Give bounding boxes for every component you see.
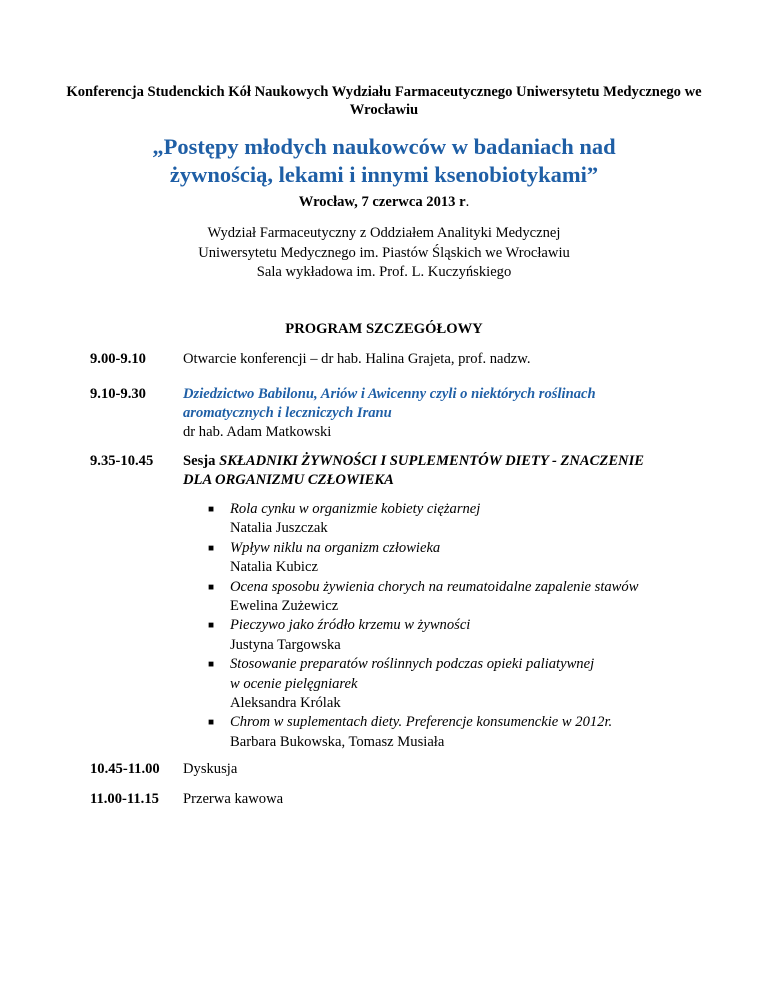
session-prefix: Sesja [183, 453, 220, 469]
title-line-2: żywnością, lekami i innymi ksenobiotykami” [169, 162, 599, 187]
talk-authors: Barbara Bukowska, Tomasz Musiała [230, 733, 445, 750]
list-item [208, 539, 688, 578]
conference-date [60, 193, 708, 211]
list-item [208, 655, 688, 713]
session-talk-list [208, 500, 688, 752]
program-heading: PROGRAM SZCZEGÓŁOWY [285, 321, 483, 337]
list-item [208, 578, 688, 617]
session-title-line-1: SKŁADNIKI ŻYWNOŚCI I SUPLEMENTÓW DIETY - ZNACZENIE [219, 453, 645, 469]
talk-authors: Natalia Kubicz [230, 559, 318, 576]
talk-title: Ocena sposobu żywienia chorych na reumatoidalne zapalenie stawów [230, 578, 639, 595]
lecture-title-line-1: Dziedzictwo Babilonu, Ariów i Awicenny czyli o niektórych roślinach [183, 386, 596, 402]
date-suffix: . [465, 194, 470, 210]
bullet-square-icon: ■ [208, 620, 215, 632]
conference-title [60, 133, 708, 189]
list-item [208, 713, 688, 752]
talk-title: Rola cynku w organizmie kobiety ciężarnej [230, 501, 481, 517]
talk-title-continued: w ocenie pielęgniarek [230, 675, 358, 692]
row-text: Otwarcie konferencji – dr hab. Halina Grajeta, prof. nadzw. [183, 351, 531, 367]
row-text: Dyskusja [183, 761, 238, 777]
list-item [208, 616, 688, 655]
row-time: 10.45-11.00 [90, 761, 160, 777]
talk-authors: Justyna Targowska [230, 636, 341, 653]
row-text: Przerwa kawowa [183, 791, 284, 807]
row-time: 9.10-9.30 [90, 386, 146, 402]
talk-title: Wpływ niklu na organizm człowieka [230, 539, 441, 556]
date-text: Wrocław, 7 czerwca 2013 r [298, 194, 466, 210]
venue-block [60, 224, 708, 283]
session-title-line-2: DLA ORGANIZMU CZŁOWIEKA [183, 472, 394, 488]
bullet-square-icon: ■ [208, 542, 215, 554]
lecture-content [183, 385, 703, 442]
organization-heading: Konferencja Studenckich Kół Naukowych Wydziału Farmaceutycznego Uniwersytetu Medycznego we Wrocławiu [66, 84, 702, 118]
row-time: 9.00-9.10 [90, 351, 146, 367]
title-line-1: „Postępy młodych naukowców w badaniach nad [152, 134, 616, 159]
session-content [183, 452, 703, 490]
bullet-square-icon: ■ [208, 659, 215, 671]
venue-line: Uniwersytetu Medycznego im. Piastów Śląskich we Wrocławiu [198, 244, 570, 261]
talk-title: Chrom w suplementach diety. Preferencje konsumenckie w 2012r. [230, 714, 613, 731]
talk-title: Stosowanie preparatów roślinnych podczas opieki paliatywnej [230, 656, 595, 673]
bullet-square-icon: ■ [208, 717, 215, 729]
talk-authors: Aleksandra Królak [230, 695, 341, 712]
venue-line: Wydział Farmaceutyczny z Oddziałem Analityki Medycznej [207, 225, 561, 241]
list-item [208, 500, 688, 539]
venue-line: Sala wykładowa im. Prof. L. Kuczyńskiego [256, 264, 512, 281]
bullet-square-icon: ■ [208, 581, 215, 593]
row-time: 9.35-10.45 [90, 453, 154, 469]
talk-authors: Ewelina Zużewicz [230, 598, 339, 615]
talk-authors: Natalia Juszczak [230, 520, 328, 537]
lecture-title-line-2: aromatycznych i leczniczych Iranu [183, 405, 392, 421]
lecture-speaker: dr hab. Adam Matkowski [183, 424, 332, 440]
bullet-square-icon: ■ [208, 504, 215, 515]
talk-title: Pieczywo jako źródło krzemu w żywności [230, 617, 471, 634]
row-time: 11.00-11.15 [90, 791, 159, 807]
